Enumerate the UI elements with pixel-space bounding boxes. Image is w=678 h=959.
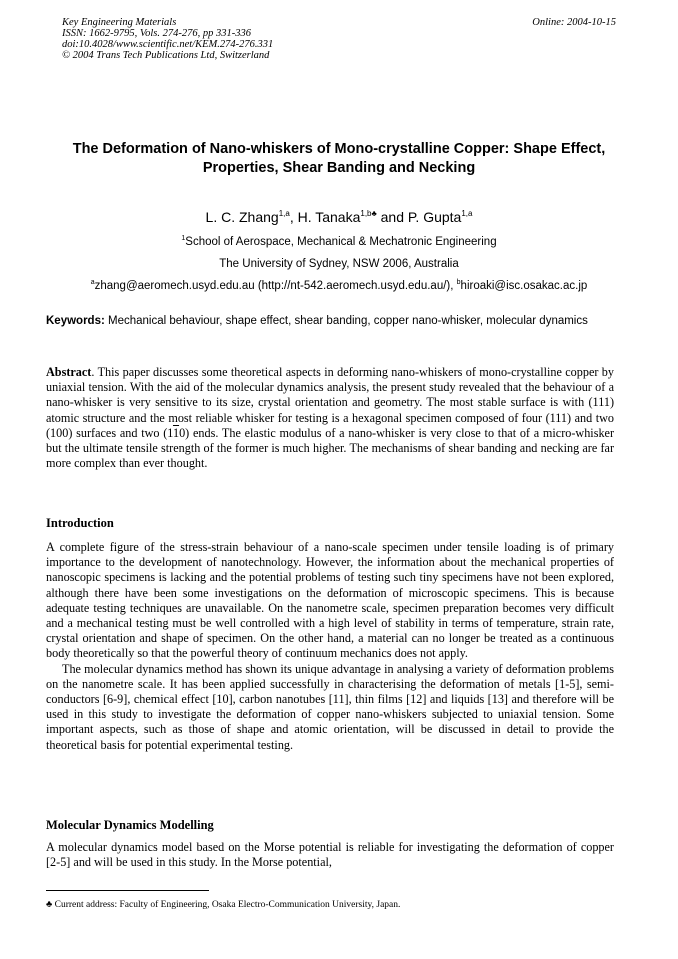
author-superscript: 1,a <box>461 209 473 218</box>
email-superscript: b <box>456 279 461 286</box>
author-gupta: P. Gupta <box>407 209 462 225</box>
issn-line: ISSN: 1662-9795, Vols. 274-276, pp 331-336 <box>62 28 251 39</box>
intro-paragraph-2: The molecular dynamics method has shown its unique advantage in analysing a variety of deformation problems on the nanometre scale. It has been applied successfully in characterising the deformation of metals [1-5], semi-conductors [6-9], chemical effect [10], carbon nanotubes [11], thin films [12] and liquids [13] and therefore will be used in this study to investigate the deformation of copper nano-whiskers subjected to uniaxial tension. Some important aspects, such as those of shape and atomic orientation, will be discussed in detail to provide the theoretical basis for potential experimental testing. <box>46 661 614 752</box>
affiliation-superscript: 1 <box>181 235 186 242</box>
club-icon: ♣ <box>46 900 53 910</box>
paper-title: The Deformation of Nano-whiskers of Mono-crystalline Copper: Shape Effect, Properties, Shear Banding and Necking <box>72 141 606 176</box>
author-zhang: L. C. Zhang <box>205 209 279 225</box>
abstract <box>46 365 614 471</box>
keywords <box>46 314 614 329</box>
section-heading-introduction: Introduction <box>46 516 114 530</box>
author-tanaka: H. Tanaka <box>297 209 361 225</box>
author-superscript: 1,a <box>278 209 290 218</box>
email-zhang[interactable]: zhang@aeromech.usyd.edu.au (http://nt-542.aeromech.usyd.edu.au/), <box>94 280 457 292</box>
author-list <box>0 209 678 225</box>
journal-name: Key Engineering Materials <box>62 17 177 28</box>
author-separator: , <box>289 209 298 225</box>
keywords-text: Mechanical behaviour, shape effect, shear banding, copper nano-whisker, molecular dynamics <box>104 315 588 327</box>
affiliation-line-1 <box>0 235 678 248</box>
online-date: Online: 2004-10-15 <box>532 17 616 28</box>
keywords-label: Keywords: <box>46 315 105 327</box>
abstract-text: . This paper discusses some theoretical aspects in deforming nano-whiskers of mono-crystalline copper by uniaxial tension. With the aid of the molecular dynamics analysis, the present study revealed that the behaviour of a nano-whisker is very sensitive to its size, crystal orientation and geometry. The most stable surface is with (111) atomic structure and the most reliable whisker for testing is a hexagonal specimen composed of four (111) and two (100) surfaces and two (1 <box>46 365 614 440</box>
author-separator: and <box>376 209 408 225</box>
introduction-body <box>46 540 614 753</box>
abstract-label: Abstract <box>46 365 92 379</box>
doi-line: doi:10.4028/www.scientific.net/KEM.274-276.331 <box>62 39 274 50</box>
affiliation-emails <box>0 279 678 292</box>
journal-header <box>62 17 273 61</box>
miller-index-overline: 1 <box>172 425 180 440</box>
intro-paragraph-1: A complete figure of the stress-strain behaviour of a nano-scale specimen under tensile loading is of primary importance to the development of nanotechnology. However, the information about the mechanical properties of nanoscopic specimens is lacking and the potential problems of testing such tiny specimens have not been explored, although there have been some investigations on the deformation of microscopic specimens. This is because adequate testing techniques are unavailable. On the nanometre scale, specimen preparation becomes very difficult and a mechanical testing must be well controlled with a high level of stability in terms of temperature, strain rate, crystal orientation and shape of specimen. On the other hand, a material can no longer be treated as a continuous body theoretically so that the powerful theory of continuum mechanics does not apply. <box>46 540 614 661</box>
email-superscript: a <box>90 279 95 286</box>
email-tanaka[interactable]: hiroaki@isc.osakac.ac.jp <box>460 280 588 292</box>
copyright-line: © 2004 Trans Tech Publications Ltd, Switzerland <box>62 50 270 61</box>
affiliation-line-2: The University of Sydney, NSW 2006, Australia <box>219 258 459 270</box>
author-superscript: 1,b♣ <box>360 209 377 218</box>
md-paragraph-1: A molecular dynamics model based on the Morse potential is reliable for investigating the deformation of copper [2-5] and will be used in this study. In the Morse potential, <box>46 840 614 870</box>
section-heading-md-modelling: Molecular Dynamics Modelling <box>46 818 214 832</box>
affiliation-school: School of Aerospace, Mechanical & Mechatronic Engineering <box>185 236 497 248</box>
footnote-text: Current address: Faculty of Engineering, Osaka Electro-Communication University, Japan. <box>52 900 401 910</box>
abstract-text: 0) ends. The elastic modulus of a nano-whisker is very close to that of a micro-whisker but the ultimate tensile strength of the former is much higher. The mechanisms of shear banding and necking are far more complex than ever thought. <box>46 425 615 471</box>
footnote-divider <box>46 890 209 891</box>
footnote <box>46 900 400 910</box>
